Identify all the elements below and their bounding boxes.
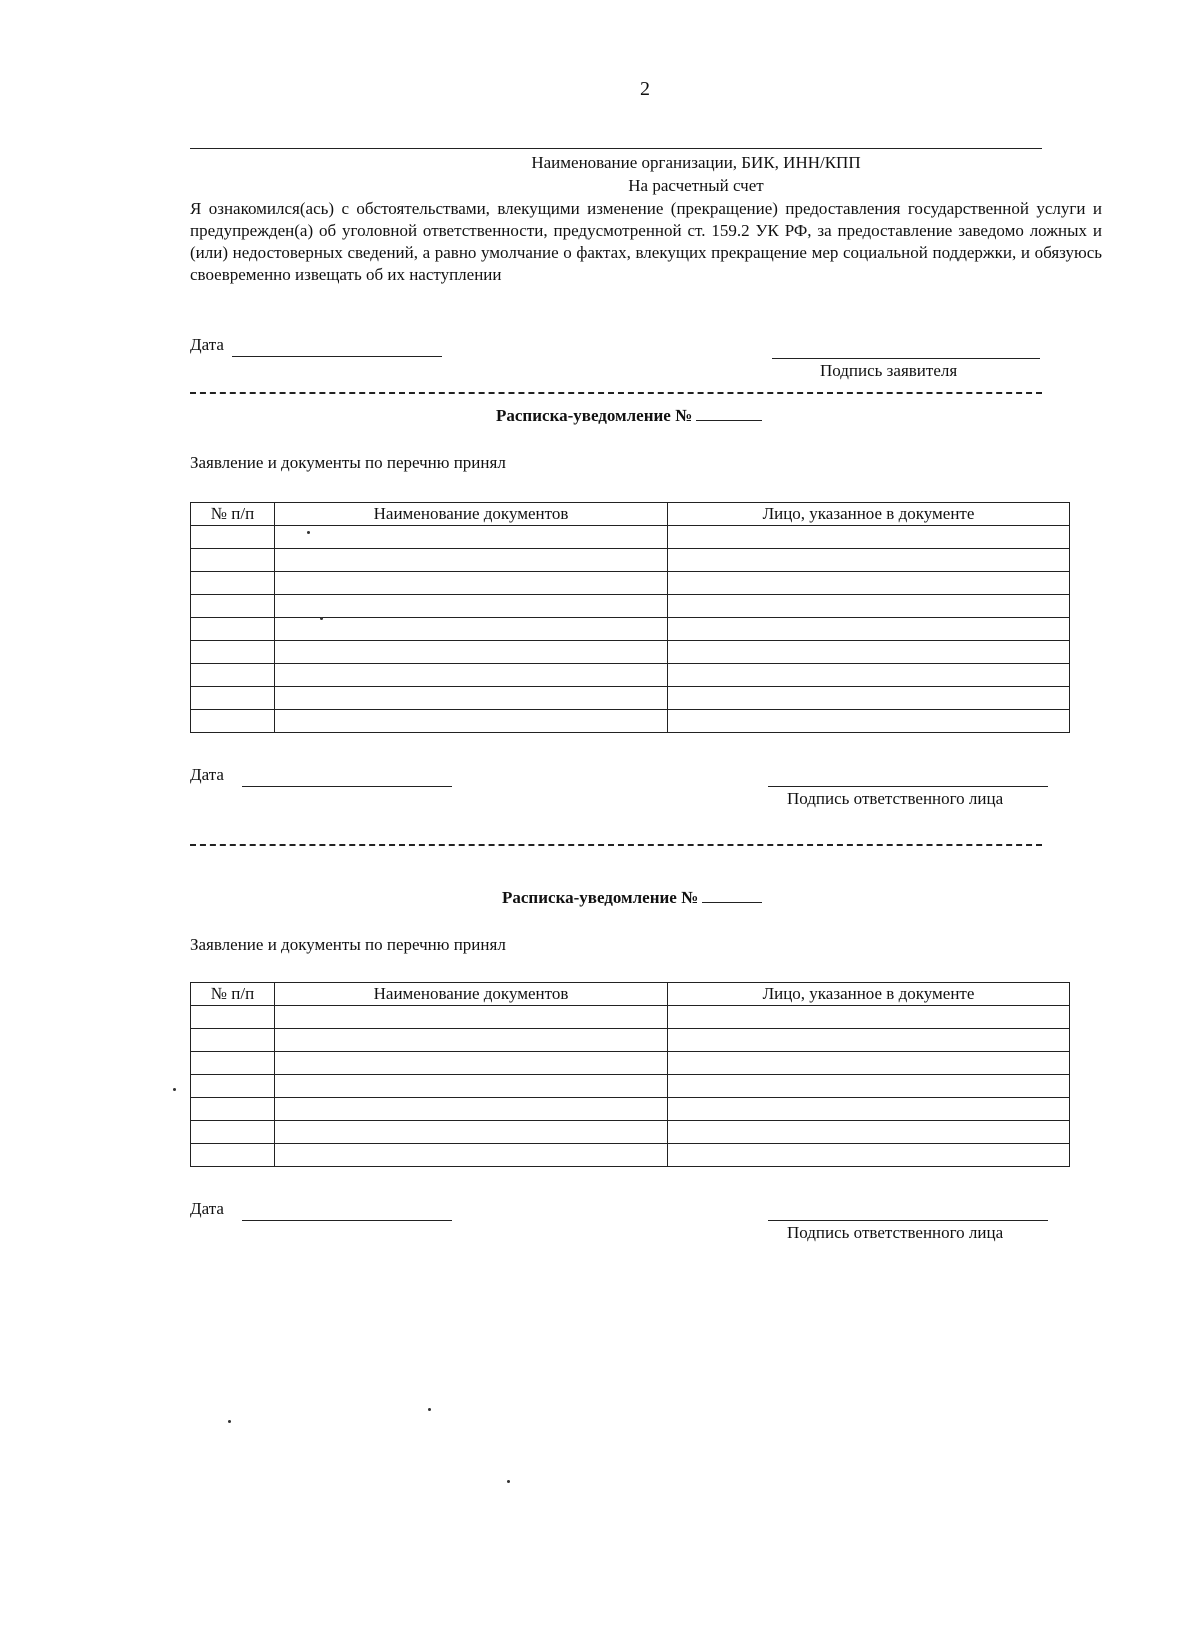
- receipt-2-title-text: Расписка-уведомление №: [502, 888, 699, 907]
- cut-line-1: [190, 392, 1042, 394]
- receipt-1-signature-line[interactable]: [768, 786, 1048, 787]
- receipt-1-rows: [191, 526, 1070, 733]
- col-docs-header: Наименование документов: [275, 503, 668, 526]
- cell-doc-name[interactable]: [275, 1121, 668, 1144]
- receipt-2-signature-label: Подпись ответственного лица: [787, 1223, 1004, 1242]
- table-row: [191, 1052, 1070, 1075]
- table-row: [191, 1144, 1070, 1167]
- cell-person[interactable]: [668, 595, 1070, 618]
- receipt-1-date-line[interactable]: [242, 786, 452, 787]
- col-number-header: № п/п: [191, 503, 275, 526]
- scan-speck: [428, 1408, 431, 1411]
- receipt-2-rows: [191, 1006, 1070, 1167]
- table-row: [191, 1029, 1070, 1052]
- col-number-header: № п/п: [191, 983, 275, 1006]
- cell-doc-name[interactable]: [275, 1075, 668, 1098]
- col-person-header: Лицо, указанное в документе: [668, 983, 1070, 1006]
- cell-doc-name[interactable]: [275, 572, 668, 595]
- table-row: [191, 595, 1070, 618]
- scan-speck: [173, 1088, 176, 1091]
- cell-number[interactable]: [191, 618, 275, 641]
- applicant-date-label: Дата: [190, 335, 224, 354]
- receipt-2-title: [502, 886, 762, 909]
- receipt-2-number-field[interactable]: [702, 886, 762, 903]
- cell-person[interactable]: [668, 1098, 1070, 1121]
- receipt-2-docs-table: [190, 982, 1070, 1167]
- table-row: [191, 710, 1070, 733]
- cell-doc-name[interactable]: [275, 526, 668, 549]
- cell-person[interactable]: [668, 572, 1070, 595]
- receipt-1-title-text: Расписка-уведомление №: [496, 406, 693, 425]
- applicant-signature-label: Подпись заявителя: [820, 361, 958, 380]
- cell-number[interactable]: [191, 1121, 275, 1144]
- cell-number[interactable]: [191, 549, 275, 572]
- scan-speck: [228, 1420, 231, 1423]
- receipt-2-signature-line[interactable]: [768, 1220, 1048, 1221]
- table-row: [191, 549, 1070, 572]
- receipt-1-number-field[interactable]: [696, 404, 762, 421]
- cell-doc-name[interactable]: [275, 664, 668, 687]
- table-row: [191, 618, 1070, 641]
- receipt-2-date-line[interactable]: [242, 1220, 452, 1221]
- receipt-1-accepted-text: Заявление и документы по перечню принял: [190, 453, 506, 472]
- cell-person[interactable]: [668, 1075, 1070, 1098]
- cell-doc-name[interactable]: [275, 1029, 668, 1052]
- cell-number[interactable]: [191, 1029, 275, 1052]
- cell-number[interactable]: [191, 1052, 275, 1075]
- scan-speck: [507, 1480, 510, 1483]
- cell-doc-name[interactable]: [275, 618, 668, 641]
- scan-speck: [307, 531, 310, 534]
- cell-number[interactable]: [191, 1006, 275, 1029]
- table-row: [191, 526, 1070, 549]
- table-row: [191, 1006, 1070, 1029]
- cell-doc-name[interactable]: [275, 1098, 668, 1121]
- table-row: [191, 641, 1070, 664]
- cell-number[interactable]: [191, 595, 275, 618]
- page-number: 2: [640, 78, 650, 100]
- cell-doc-name[interactable]: [275, 1144, 668, 1167]
- cell-person[interactable]: [668, 1121, 1070, 1144]
- cell-person[interactable]: [668, 1052, 1070, 1075]
- org-label: Наименование организации, БИК, ИНН/КПП: [531, 153, 861, 172]
- cell-number[interactable]: [191, 687, 275, 710]
- cell-number[interactable]: [191, 641, 275, 664]
- receipt-1-title: [496, 404, 762, 427]
- cell-doc-name[interactable]: [275, 1006, 668, 1029]
- col-docs-header: Наименование документов: [275, 983, 668, 1006]
- table-header-row: [191, 983, 1070, 1006]
- table-row: [191, 1075, 1070, 1098]
- cell-number[interactable]: [191, 1098, 275, 1121]
- table-row: [191, 1121, 1070, 1144]
- receipt-1-date-label: Дата: [190, 765, 224, 784]
- applicant-statement: Я ознакомился(ась) с обстоятельствами, влекущими изменение (прекращение) предоставления государственной услуги и предупрежден(а) об уголовной ответственности, предусмотренной ст. 159.2 УК РФ, за предоставление заведомо ложных и (или) недостоверных сведений, а равно умолчание о фактах, влекущих прекращение мер социальной поддержки, и обязуюсь своевременно извещать об их наступлении: [190, 199, 1102, 284]
- applicant-date-line[interactable]: [232, 356, 442, 357]
- table-row: [191, 1098, 1070, 1121]
- cell-person[interactable]: [668, 1006, 1070, 1029]
- scan-speck: [320, 617, 323, 620]
- cell-person[interactable]: [668, 687, 1070, 710]
- cell-doc-name[interactable]: [275, 1052, 668, 1075]
- cell-person[interactable]: [668, 526, 1070, 549]
- cell-number[interactable]: [191, 710, 275, 733]
- receipt-2-date-label: Дата: [190, 1199, 224, 1218]
- table-row: [191, 572, 1070, 595]
- cell-person[interactable]: [668, 549, 1070, 572]
- cell-person[interactable]: [668, 641, 1070, 664]
- applicant-signature-line[interactable]: [772, 358, 1040, 359]
- receipt-1-signature-label: Подпись ответственного лица: [787, 789, 1004, 808]
- cell-person[interactable]: [668, 1144, 1070, 1167]
- cell-number[interactable]: [191, 1075, 275, 1098]
- table-header-row: [191, 503, 1070, 526]
- cell-person[interactable]: [668, 618, 1070, 641]
- cell-person[interactable]: [668, 710, 1070, 733]
- cell-doc-name[interactable]: [275, 549, 668, 572]
- cell-number[interactable]: [191, 526, 275, 549]
- table-row: [191, 664, 1070, 687]
- receipt-2-accepted-text: Заявление и документы по перечню принял: [190, 935, 506, 954]
- cell-doc-name[interactable]: [275, 595, 668, 618]
- cell-number[interactable]: [191, 664, 275, 687]
- org-name-line: [190, 148, 1042, 149]
- cell-doc-name[interactable]: [275, 687, 668, 710]
- cell-person[interactable]: [668, 1029, 1070, 1052]
- cell-person[interactable]: [668, 664, 1070, 687]
- col-person-header: Лицо, указанное в документе: [668, 503, 1070, 526]
- account-label: На расчетный счет: [628, 176, 764, 195]
- cut-line-2: [190, 844, 1042, 846]
- cell-doc-name[interactable]: [275, 641, 668, 664]
- cell-number[interactable]: [191, 1144, 275, 1167]
- cell-number[interactable]: [191, 572, 275, 595]
- cell-doc-name[interactable]: [275, 710, 668, 733]
- table-row: [191, 687, 1070, 710]
